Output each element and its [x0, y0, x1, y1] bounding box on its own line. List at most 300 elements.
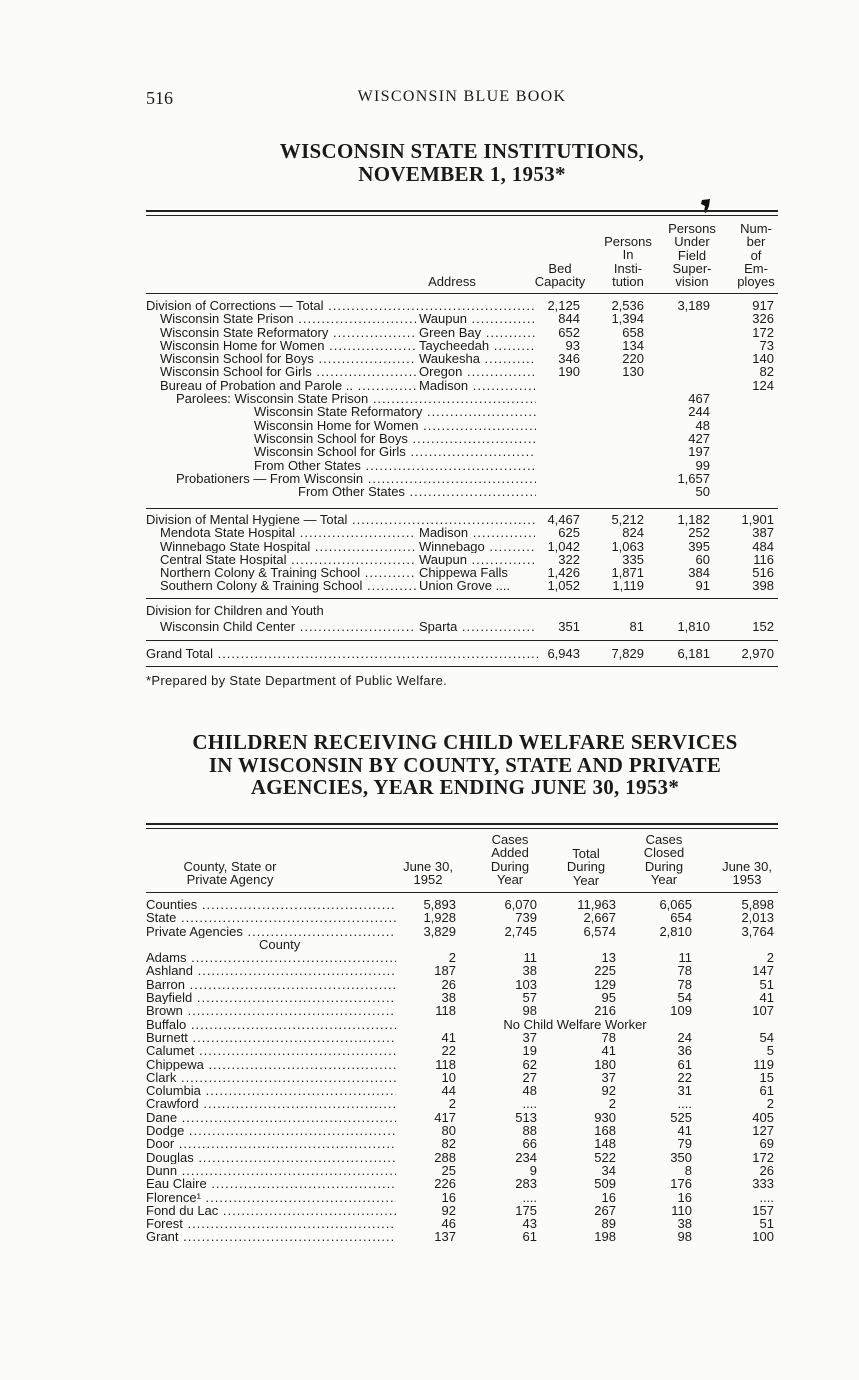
table-row [146, 566, 778, 579]
table2-top-rule-2 [146, 828, 778, 829]
table-row [146, 898, 778, 911]
cell-j52: 118 [435, 1003, 456, 1019]
table2-title-line3: AGENCIES, YEAR ENDING JUNE 30, 1953* [250, 775, 680, 799]
table-row [146, 352, 778, 365]
cell-added: 43 [522, 1216, 537, 1232]
cell-field: 1,657 [677, 470, 710, 486]
table-row [146, 1044, 778, 1057]
table-row [146, 1084, 778, 1097]
cell-added: 66 [522, 1136, 537, 1152]
col-header-june-1952: June 30, 1952 [403, 859, 453, 888]
cell-inst: 335 [622, 551, 644, 567]
cell-closed: 78 [677, 963, 692, 979]
cell-added: .... [522, 1096, 537, 1112]
institution-address: Madison ..... [419, 379, 535, 392]
table1-children-rule [146, 640, 778, 641]
cell-bed: 625 [558, 525, 580, 541]
table-row [146, 379, 778, 392]
cell-inst: 7,829 [611, 646, 644, 661]
table-row [146, 1151, 778, 1164]
table-row [146, 1204, 778, 1217]
cell-emp: 917 [752, 298, 774, 313]
table-row [146, 1111, 778, 1124]
institution-name: Wisconsin State Reformatory ..... [254, 405, 536, 418]
cell-closed: 176 [670, 1176, 692, 1192]
institution-address: Union Grove .... [419, 578, 511, 594]
cell-bed: 652 [558, 324, 580, 340]
institution-address: Waupun ..... [419, 553, 535, 566]
col-header-persons-in-institution: Persons In Insti- tution [604, 234, 652, 289]
cell-inst: 1,871 [611, 565, 644, 581]
cell-bed: 346 [558, 351, 580, 367]
cell-total: 509 [594, 1176, 616, 1192]
table2-title-line2: IN WISCONSIN BY COUNTY, STATE AND PRIVATE [208, 752, 722, 777]
table-row [146, 1097, 778, 1110]
table-row [146, 472, 778, 485]
cell-j53: 61 [759, 1083, 774, 1099]
cell-j53: 41 [759, 990, 774, 1006]
cell-j52: 16 [441, 1189, 456, 1205]
institution-address: Oregon ..... [419, 365, 535, 378]
cell-closed: 654 [670, 910, 692, 926]
col-header-june-1953: June 30, 1953 [722, 859, 772, 888]
cell-added: .... [522, 1189, 537, 1205]
agency-name: Buffalo ..... [146, 1018, 396, 1031]
agency-name: Barron ..... [146, 978, 396, 991]
cell-closed: 38 [677, 1216, 692, 1232]
cell-bed: 190 [558, 364, 580, 380]
table1-title [146, 140, 778, 186]
cell-j53: 2 [766, 1096, 774, 1112]
cell-added: 11 [523, 950, 537, 966]
cell-closed: 41 [677, 1123, 692, 1139]
cell-closed: 6,065 [659, 897, 692, 912]
cell-j53: 69 [759, 1136, 774, 1152]
cell-total: 930 [594, 1109, 616, 1125]
table-row [146, 445, 778, 458]
cell-j53: 147 [752, 963, 774, 979]
cell-field: 99 [695, 457, 710, 473]
cell-bed: 322 [558, 551, 580, 567]
table-row [146, 1058, 778, 1071]
cell-closed: 61 [677, 1056, 692, 1072]
cell-j52: 2 [448, 950, 456, 966]
table1-bottom-rule [146, 666, 778, 667]
cell-emp: 140 [752, 351, 774, 367]
agency-name: State ..... [146, 911, 396, 924]
cell-bed: 93 [565, 337, 580, 353]
table-row [146, 1004, 778, 1017]
cell-total: 2 [608, 1096, 616, 1112]
grand-total-label: Grand Total ..... [146, 647, 538, 660]
agency-name: Door ..... [146, 1137, 396, 1150]
cell-j52: 26 [441, 976, 456, 992]
agency-name: Ashland ..... [146, 964, 396, 977]
cell-field: 6,181 [677, 646, 710, 661]
running-head [146, 88, 778, 112]
agency-name: Adams ..... [146, 951, 396, 964]
cell-j53: 333 [752, 1176, 774, 1192]
cell-j53: 3,764 [741, 923, 774, 939]
cell-field: 3,189 [677, 298, 710, 313]
cell-field: 1,810 [677, 619, 710, 635]
cell-field: 48 [695, 417, 710, 433]
cell-j53: 51 [759, 976, 774, 992]
cell-emp: 116 [753, 551, 774, 567]
cell-field: 384 [688, 565, 710, 581]
table2-header-rule [146, 892, 778, 893]
cell-bed: 1,426 [547, 565, 580, 581]
cell-j52: 38 [441, 990, 456, 1006]
table-row [146, 392, 778, 405]
cell-closed: 24 [677, 1029, 692, 1045]
cell-j53: 54 [759, 1029, 774, 1045]
cell-j53: 157 [752, 1202, 774, 1218]
cell-total: 225 [594, 963, 616, 979]
cell-j52: 82 [441, 1136, 456, 1152]
cell-closed: 525 [670, 1109, 692, 1125]
table1-mental-rule [146, 598, 778, 599]
cell-total: 148 [594, 1136, 616, 1152]
table-row [146, 964, 778, 977]
cell-total: 34 [601, 1162, 616, 1178]
cell-added: 19 [522, 1043, 537, 1059]
cell-j52: 137 [434, 1229, 456, 1245]
cell-field: 50 [695, 484, 710, 500]
children-institution-address: Sparta ..... [419, 620, 535, 633]
cell-j52: 41 [441, 1029, 456, 1045]
table1-corrections-rule [146, 508, 778, 509]
cell-total: 216 [594, 1003, 616, 1019]
col-header-total-during-year: Total During Year [566, 846, 606, 888]
cell-added: 98 [522, 1003, 537, 1019]
institution-name: Wisconsin State Prison ..... [160, 312, 416, 325]
cell-emp: 152 [752, 619, 774, 635]
cell-bed: 844 [558, 311, 580, 327]
cell-closed: .... [677, 1096, 692, 1112]
table1-footnote: *Prepared by State Department of Public Welfare. [146, 673, 448, 688]
cell-inst: 130 [622, 364, 644, 380]
table-row [146, 1230, 778, 1243]
agency-name: Florence¹ ..... [146, 1191, 396, 1204]
cell-added: 175 [515, 1202, 537, 1218]
table-row [146, 1164, 778, 1177]
cell-closed: 31 [677, 1083, 692, 1099]
agency-name: Dane ..... [146, 1111, 396, 1124]
institution-name: Parolees: Wisconsin State Prison ..... [176, 392, 536, 405]
cell-total: 522 [594, 1149, 616, 1165]
institution-name: Division of Mental Hygiene — Total ..... [146, 513, 536, 526]
institution-name: Bureau of Probation and Parole .. ..... [160, 379, 416, 392]
table-row [146, 1217, 778, 1230]
cell-added: 88 [522, 1123, 537, 1139]
cell-added: 9 [529, 1162, 537, 1178]
cell-field: 252 [688, 525, 710, 541]
cell-total: 89 [601, 1216, 616, 1232]
table2-title [150, 731, 780, 799]
table-row [146, 1137, 778, 1150]
table-row [146, 299, 778, 312]
cell-j53: 405 [752, 1109, 774, 1125]
cell-closed: 110 [671, 1202, 692, 1218]
col-header-cases-closed: Cases Closed During Year [643, 832, 685, 887]
cell-field: 91 [695, 578, 710, 594]
col-header-address: Address [428, 274, 476, 289]
cell-closed: 350 [670, 1149, 692, 1165]
cell-closed: 8 [684, 1162, 692, 1178]
table2-top-rule [146, 823, 778, 825]
cell-inst: 2,536 [611, 298, 644, 313]
table-row [146, 620, 778, 633]
cell-emp: 172 [752, 324, 774, 340]
table-row [146, 978, 778, 991]
agency-name: Columbia ..... [146, 1084, 396, 1097]
county-label: County [259, 936, 301, 952]
cell-j53: 5 [766, 1043, 774, 1059]
institution-name: Probationers — From Wisconsin ..... [176, 472, 536, 485]
institution-name: Winnebago State Hospital ..... [160, 540, 416, 553]
table-row [146, 1191, 778, 1204]
institution-address: Taycheedah ..... [419, 339, 535, 352]
cell-j52: 288 [434, 1149, 456, 1165]
agency-name: Calumet ..... [146, 1044, 396, 1057]
table-row [146, 951, 778, 964]
cell-emp: 326 [752, 311, 774, 327]
agency-name: Crawford ..... [146, 1097, 396, 1110]
cell-closed: 98 [677, 1229, 692, 1245]
cell-added: 283 [515, 1176, 537, 1192]
cell-j52: 226 [434, 1176, 456, 1192]
cell-inst: 1,119 [612, 578, 644, 594]
table-row [146, 339, 778, 352]
institution-name: Wisconsin State Reformatory ..... [160, 326, 416, 339]
cell-j52: 2 [448, 1096, 456, 1112]
cell-inst: 658 [622, 324, 644, 340]
cell-field: 427 [688, 430, 710, 446]
cell-j53: 119 [753, 1056, 774, 1072]
cell-emp: 2,970 [741, 646, 774, 661]
cell-total: 41 [601, 1043, 616, 1059]
institution-name: Wisconsin Home for Women ..... [160, 339, 416, 352]
cell-total: 11,963 [577, 897, 616, 912]
table-row [146, 579, 778, 592]
cell-j53: 2 [766, 950, 774, 966]
cell-total: 6,574 [583, 923, 616, 939]
cell-added: 513 [515, 1109, 537, 1125]
institution-address: Winnebago ..... [419, 540, 535, 553]
cell-inst: 134 [622, 337, 644, 353]
agency-name: Fond du Lac ..... [146, 1204, 396, 1217]
table-row [146, 326, 778, 339]
table-row [146, 405, 778, 418]
cell-bed: 2,125 [547, 298, 580, 313]
cell-bed: 6,943 [547, 646, 580, 661]
cell-j52: 80 [441, 1123, 456, 1139]
cell-field: 395 [688, 538, 710, 554]
cell-total: 168 [594, 1123, 616, 1139]
cell-emp: 516 [752, 565, 774, 581]
cell-added: 27 [522, 1069, 537, 1085]
table1-corrections-block [146, 299, 778, 498]
table-row [146, 1177, 778, 1190]
table-row [146, 365, 778, 378]
agency-name: Douglas ..... [146, 1151, 396, 1164]
table1-mental-hygiene-block [146, 513, 778, 593]
table-row [146, 526, 778, 539]
institution-name: Northern Colony & Training School ..... [160, 566, 416, 579]
cell-total: 198 [594, 1229, 616, 1245]
col-header-bed-capacity: Bed Capacity [534, 261, 586, 290]
agency-name: Clark ..... [146, 1071, 396, 1084]
cell-j52: 46 [441, 1216, 456, 1232]
agency-name: Forest ..... [146, 1217, 396, 1230]
cell-emp: 398 [752, 578, 774, 594]
table-row [146, 432, 778, 445]
cell-added: 234 [515, 1149, 537, 1165]
cell-closed: 11 [678, 950, 692, 966]
cell-added: 739 [515, 910, 537, 926]
institution-name: Wisconsin Home for Women ..... [254, 419, 536, 432]
cell-total: 78 [601, 1029, 616, 1045]
cell-inst: 5,212 [611, 512, 644, 527]
cell-closed: 22 [677, 1069, 692, 1085]
cell-j52: 1,928 [423, 910, 456, 926]
cell-j52: 44 [441, 1083, 456, 1099]
cell-added: 57 [522, 990, 537, 1006]
table1-top-rule-2 [146, 215, 778, 216]
institution-name: Wisconsin School for Girls ..... [254, 445, 536, 458]
cell-total: 92 [601, 1083, 616, 1099]
cell-j52: 3,829 [423, 923, 456, 939]
agency-name: Burnett ..... [146, 1031, 396, 1044]
cell-added: 61 [522, 1229, 537, 1245]
table1-top-rule [146, 210, 778, 212]
table-row [146, 1124, 778, 1137]
cell-total: 16 [601, 1189, 616, 1205]
agency-name: Eau Claire ..... [146, 1177, 396, 1190]
no-worker-note: No Child Welfare Worker [503, 1016, 647, 1032]
children-division-label: Division for Children and Youth [146, 603, 324, 618]
institution-name: Central State Hospital ..... [160, 553, 416, 566]
table-row [146, 991, 778, 1004]
col-header-field-supervision: Persons Under Field Super- vision [668, 221, 716, 290]
institution-address: Waupun ..... [419, 312, 535, 325]
cell-field: 60 [695, 551, 710, 567]
institution-address: Chippewa Falls [419, 565, 508, 581]
table-row [146, 1031, 778, 1044]
institution-name: Wisconsin School for Girls ..... [160, 365, 416, 378]
agency-name: Chippewa ..... [146, 1058, 396, 1071]
cell-inst: 1,063 [611, 538, 644, 554]
cell-j52: 5,893 [423, 897, 456, 912]
agency-name: Brown ..... [146, 1004, 396, 1017]
table-row [146, 1071, 778, 1084]
institution-address: Green Bay ..... [419, 326, 535, 339]
agency-name: Private Agencies ..... [146, 925, 396, 938]
cell-total: 129 [594, 976, 616, 992]
page-number: 516 [146, 88, 173, 108]
agency-name: Dodge ..... [146, 1124, 396, 1137]
cell-bed: 4,467 [547, 512, 580, 527]
cell-emp: 387 [752, 525, 774, 541]
agency-name: Dunn ..... [146, 1164, 396, 1177]
agency-name: Grant ..... [146, 1230, 396, 1243]
agency-name: Bayfield ..... [146, 991, 396, 1004]
book-title: WISCONSIN BLUE BOOK [357, 88, 567, 105]
cell-field: 244 [688, 404, 710, 420]
institution-name: Mendota State Hospital ..... [160, 526, 416, 539]
cell-total: 267 [594, 1202, 616, 1218]
institution-name: Wisconsin School for Boys ..... [254, 432, 536, 445]
county-section-label [146, 938, 778, 951]
cell-j53: 172 [752, 1149, 774, 1165]
cell-field: 467 [688, 391, 710, 407]
cell-j52: 118 [435, 1056, 456, 1072]
table2-body [146, 898, 778, 1244]
cell-emp: 82 [759, 364, 774, 380]
cell-closed: 79 [677, 1136, 692, 1152]
cell-bed: 351 [558, 619, 580, 635]
table-row [146, 1018, 778, 1031]
cell-inst: 824 [622, 525, 644, 541]
cell-emp: 124 [752, 377, 774, 393]
cell-added: 103 [515, 976, 537, 992]
cell-added: 2,745 [504, 923, 537, 939]
table1-title-line1: WISCONSIN STATE INSTITUTIONS, [279, 139, 645, 163]
table-row [146, 925, 778, 938]
institution-name: Southern Colony & Training School ..... [160, 579, 416, 592]
col-header-cases-added: Cases Added During Year [490, 832, 530, 887]
cell-closed: 78 [677, 976, 692, 992]
cell-inst: 81 [629, 619, 644, 635]
table-row [146, 459, 778, 472]
cell-j52: 417 [434, 1109, 456, 1125]
cell-closed: 54 [677, 990, 692, 1006]
cell-field: 197 [688, 444, 710, 460]
cell-j53: 5,898 [741, 897, 774, 912]
cell-inst: 220 [622, 351, 644, 367]
cell-emp: 73 [759, 337, 774, 353]
table1-children-block [146, 604, 778, 634]
cell-j53: 26 [759, 1162, 774, 1178]
cell-bed: 1,042 [547, 538, 580, 554]
cell-added: 37 [522, 1029, 537, 1045]
cell-j53: 15 [759, 1069, 774, 1085]
table-row [146, 911, 778, 924]
table1-title-line2: NOVEMBER 1, 1953* [358, 162, 566, 186]
cell-closed: 109 [670, 1003, 692, 1019]
cell-closed: 2,810 [659, 923, 692, 939]
cell-total: 180 [594, 1056, 616, 1072]
cell-added: 6,070 [504, 897, 537, 912]
cell-j52: 22 [441, 1043, 456, 1059]
institution-name: Division of Corrections — Total ..... [146, 299, 536, 312]
table1-header-rule [146, 293, 778, 294]
children-institution-name: Wisconsin Child Center ..... [160, 620, 416, 633]
institution-address: Madison ..... [419, 526, 535, 539]
cell-emp: 484 [752, 538, 774, 554]
agency-name: Counties ..... [146, 898, 396, 911]
cell-j53: 2,013 [741, 910, 774, 926]
cell-bed: 1,052 [547, 578, 580, 594]
table-row [146, 647, 778, 660]
table2-title-line1: CHILDREN RECEIVING CHILD WELFARE SERVICES [192, 730, 738, 754]
cell-j52: 10 [441, 1069, 456, 1085]
cell-closed: 16 [677, 1189, 692, 1205]
cell-j53: 107 [752, 1003, 774, 1019]
cell-j53: 100 [752, 1229, 774, 1245]
cell-closed: 36 [677, 1043, 692, 1059]
